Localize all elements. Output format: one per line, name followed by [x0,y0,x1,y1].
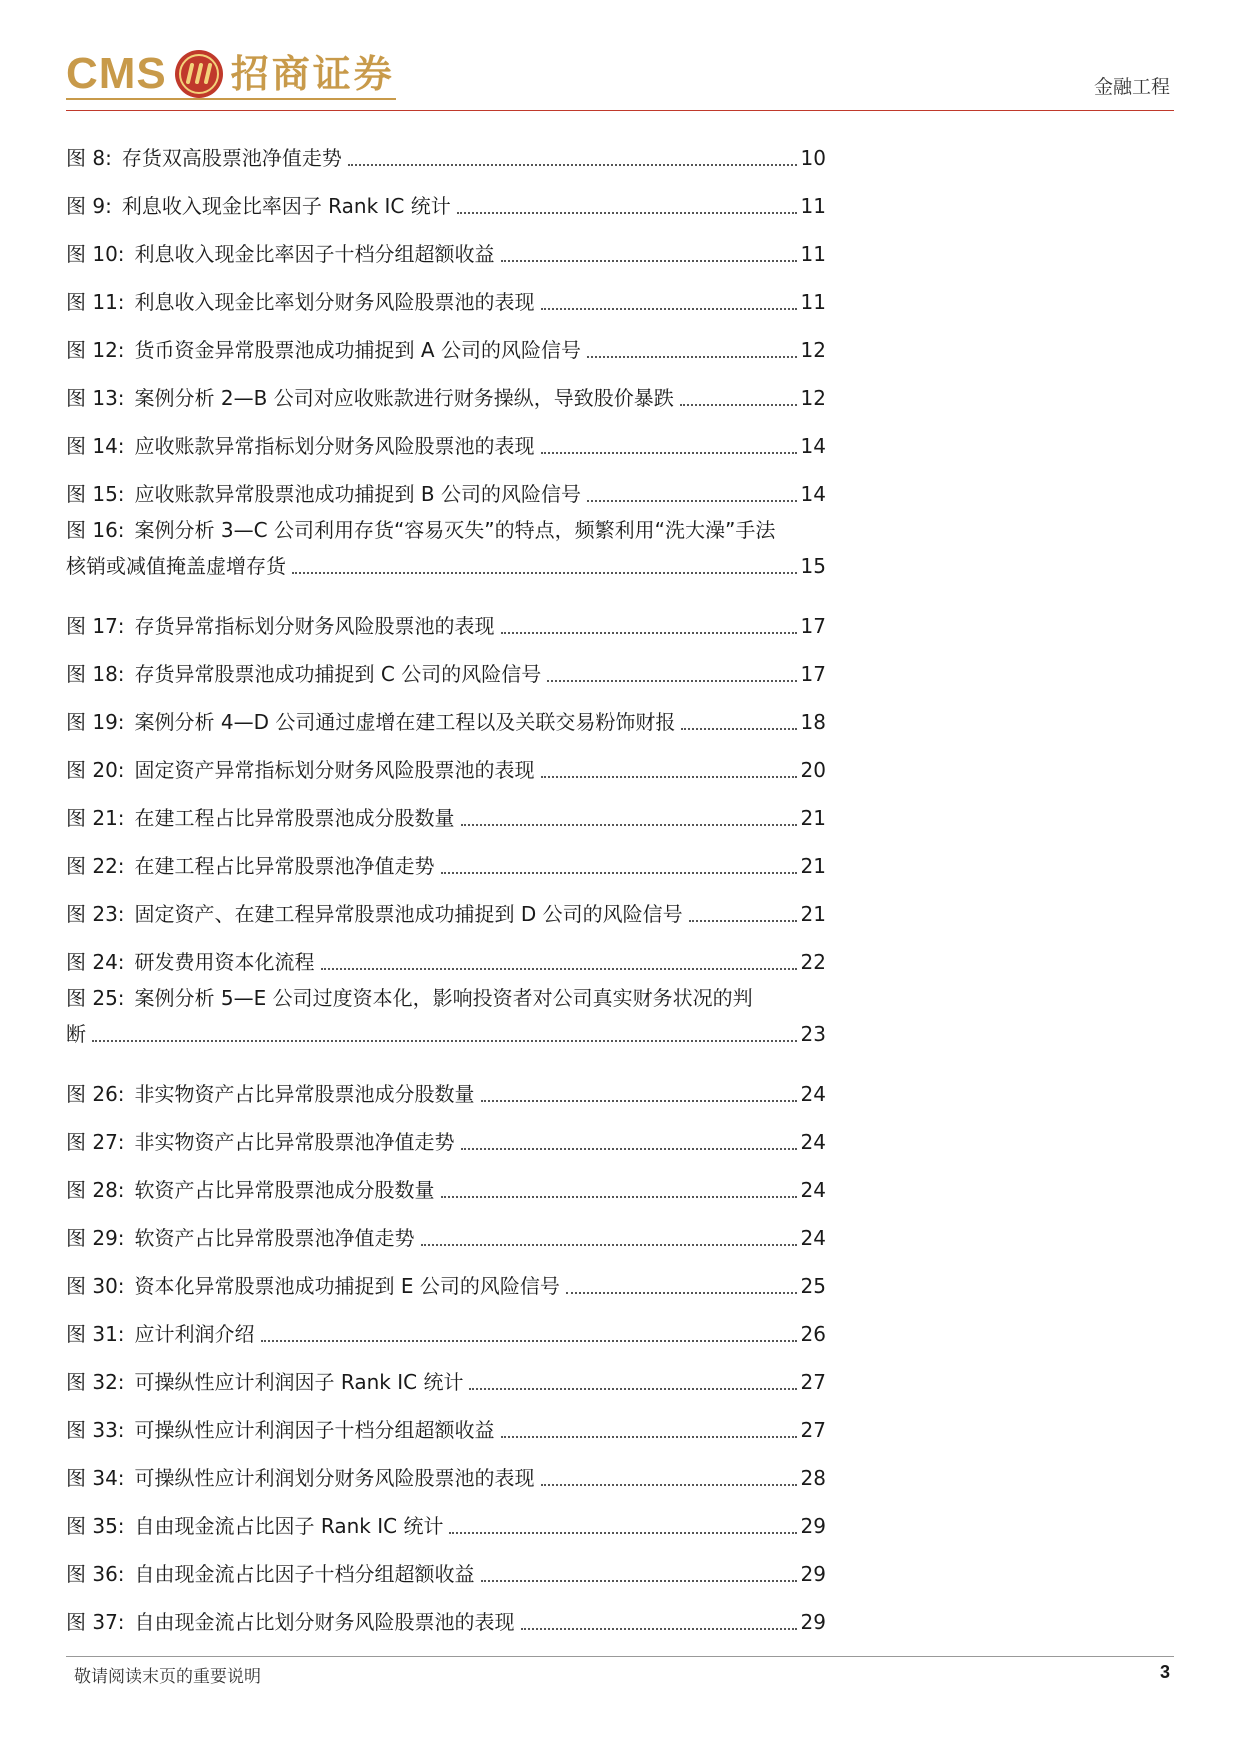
toc-dot-leader [92,1040,797,1042]
toc-page-number: 28 [800,1466,826,1490]
toc-dot-leader [461,824,797,826]
toc-figure-number: 图 10: [66,242,125,266]
toc-dot-leader [501,632,797,634]
toc-page-number: 21 [800,902,826,926]
toc-figure-number: 图 20: [66,758,125,782]
toc-figure-title: 应计利润介绍 [134,1322,255,1346]
toc-figure-number: 图 11: [66,290,125,314]
toc-figure-title: 案例分析 3—C 公司利用存货“容易灭失”的特点，频繁利用“洗大澡”手法 [134,518,776,542]
toc-entry[interactable] [66,1256,826,1304]
toc-page-number: 29 [800,1562,826,1586]
toc-dot-leader [449,1532,796,1534]
toc-entry[interactable] [66,1064,826,1112]
toc-figure-number: 图 26: [66,1082,125,1106]
toc-figure-title: 存货异常指标划分财务风险股票池的表现 [134,614,495,638]
toc-dot-leader [680,404,797,406]
toc-figure-title: 案例分析 5—E 公司过度资本化，影响投资者对公司真实财务状况的判 [134,986,753,1010]
toc-figure-number: 图 27: [66,1130,125,1154]
toc-entry[interactable] [66,1400,826,1448]
logo-chinese-name: 招商证券 [230,51,395,96]
toc-entry[interactable] [66,1544,826,1592]
toc-figure-title: 案例分析 4—D 公司通过虚增在建工程以及关联交易粉饰财报 [134,710,676,734]
toc-page-number: 24 [800,1226,826,1250]
toc-entry[interactable] [66,224,826,272]
logo-underline [66,98,396,100]
toc-figure-number: 图 36: [66,1562,125,1586]
toc-dot-leader [689,920,797,922]
logo-text: CMS [66,49,167,98]
toc-dot-leader [292,572,797,574]
toc-figure-number: 图 21: [66,806,125,830]
report-section-label: 金融工程 [1093,76,1170,98]
toc-figure-title: 利息收入现金比率划分财务风险股票池的表现 [134,290,535,314]
toc-entry[interactable] [66,128,826,176]
toc-figure-number: 图 25: [66,986,125,1010]
toc-figure-number: 图 9: [66,194,112,218]
toc-page-number: 27 [800,1418,826,1442]
page-number: 3 [1159,1662,1170,1682]
toc-dot-leader [457,212,797,214]
footer-notice: 敬请阅读末页的重要说明 [74,1667,261,1687]
toc-entry[interactable] [66,932,826,980]
toc-entry[interactable] [66,980,826,1052]
toc-page-number: 24 [800,1082,826,1106]
toc-dot-leader [541,776,797,778]
toc-page-number: 18 [800,710,826,734]
toc-figure-title: 资本化异常股票池成功捕捉到 E 公司的风险信号 [134,1274,560,1298]
toc-entry[interactable] [66,1352,826,1400]
toc-figure-number: 图 33: [66,1418,125,1442]
toc-figure-number: 图 32: [66,1370,125,1394]
toc-figure-title: 货币资金异常股票池成功捕捉到 A 公司的风险信号 [134,338,581,362]
toc-figure-number: 图 28: [66,1178,125,1202]
toc-dot-leader [461,1148,797,1150]
toc-entry[interactable] [66,1592,826,1640]
toc-figure-title: 自由现金流占比划分财务风险股票池的表现 [134,1610,515,1634]
toc-figure-title: 应收账款异常股票池成功捕捉到 B 公司的风险信号 [134,482,581,506]
toc-figure-number: 图 18: [66,662,125,686]
toc-figure-number: 图 30: [66,1274,125,1298]
toc-figure-title: 应收账款异常指标划分财务风险股票池的表现 [134,434,535,458]
toc-figure-title: 存货异常股票池成功捕捉到 C 公司的风险信号 [134,662,542,686]
toc-page-number: 23 [800,1022,826,1046]
toc-entry[interactable] [66,416,826,464]
toc-figure-number: 图 23: [66,902,125,926]
toc-entry[interactable] [66,692,826,740]
toc-page-number: 25 [800,1274,826,1298]
figure-table-of-contents [66,128,826,1640]
toc-page-number: 24 [800,1178,826,1202]
toc-page-number: 27 [800,1370,826,1394]
toc-figure-number: 图 37: [66,1610,125,1634]
toc-entry[interactable] [66,1304,826,1352]
toc-entry[interactable] [66,176,826,224]
toc-figure-title: 非实物资产占比异常股票池成分股数量 [134,1082,475,1106]
toc-figure-number: 图 15: [66,482,125,506]
toc-figure-number: 图 19: [66,710,125,734]
cms-emblem-icon [173,48,225,100]
toc-entry[interactable] [66,596,826,644]
toc-figure-number: 图 8: [66,146,112,170]
toc-dot-leader [421,1244,797,1246]
toc-figure-number: 图 16: [66,518,125,542]
toc-figure-title: 利息收入现金比率因子十档分组超额收益 [134,242,495,266]
toc-dot-leader [481,1100,797,1102]
toc-page-number: 11 [800,194,826,218]
toc-dot-leader [587,500,797,502]
toc-page-number: 14 [800,434,826,458]
toc-figure-title-continued: 核销或减值掩盖虚增存货 [66,554,286,578]
toc-dot-leader [566,1292,797,1294]
toc-figure-number: 图 24: [66,950,125,974]
cms-logo [66,46,395,102]
toc-entry[interactable] [66,1448,826,1496]
toc-figure-title: 案例分析 2—B 公司对应收账款进行财务操纵，导致股价暴跌 [134,386,674,410]
toc-figure-title: 利息收入现金比率因子 Rank IC 统计 [121,194,451,218]
toc-figure-title: 自由现金流占比因子 Rank IC 统计 [134,1514,444,1538]
toc-entry[interactable] [66,272,826,320]
toc-page-number: 21 [800,806,826,830]
page-header [0,0,1240,112]
toc-figure-title: 固定资产、在建工程异常股票池成功捕捉到 D 公司的风险信号 [134,902,683,926]
toc-entry[interactable] [66,368,826,416]
toc-dot-leader [501,260,797,262]
toc-page-number: 21 [800,854,826,878]
toc-dot-leader [541,452,797,454]
toc-figure-number: 图 14: [66,434,125,458]
toc-page-number: 17 [800,662,826,686]
toc-entry[interactable] [66,1208,826,1256]
toc-figure-title: 自由现金流占比因子十档分组超额收益 [134,1562,475,1586]
toc-page-number: 11 [800,242,826,266]
toc-entry[interactable] [66,644,826,692]
toc-dot-leader [521,1628,797,1630]
toc-figure-title: 研发费用资本化流程 [134,950,315,974]
toc-figure-title: 可操纵性应计利润因子 Rank IC 统计 [134,1370,464,1394]
toc-entry[interactable] [66,1496,826,1544]
toc-entry[interactable] [66,320,826,368]
toc-entry[interactable] [66,884,826,932]
toc-page-number: 17 [800,614,826,638]
toc-entry[interactable] [66,836,826,884]
toc-page-number: 29 [800,1610,826,1634]
toc-page-number: 29 [800,1514,826,1538]
toc-figure-number: 图 12: [66,338,125,362]
toc-dot-leader [348,164,797,166]
toc-page-number: 12 [800,338,826,362]
toc-page-number: 15 [800,554,826,578]
toc-dot-leader [501,1436,797,1438]
toc-dot-leader [541,308,797,310]
toc-page-number: 10 [800,146,826,170]
toc-entry[interactable] [66,788,826,836]
toc-dot-leader [541,1484,797,1486]
toc-figure-title: 在建工程占比异常股票池净值走势 [134,854,435,878]
footer-divider [66,1656,1174,1657]
toc-page-number: 26 [800,1322,826,1346]
toc-figure-title: 软资产占比异常股票池成分股数量 [134,1178,435,1202]
toc-dot-leader [587,356,797,358]
toc-figure-number: 图 22: [66,854,125,878]
toc-page-number: 22 [800,950,826,974]
toc-figure-number: 图 35: [66,1514,125,1538]
toc-entry[interactable] [66,464,826,512]
toc-figure-number: 图 31: [66,1322,125,1346]
toc-figure-title: 存货双高股票池净值走势 [121,146,342,170]
toc-entry[interactable] [66,740,826,788]
toc-dot-leader [681,728,796,730]
header-divider [66,110,1174,111]
toc-dot-leader [469,1388,796,1390]
toc-page-number: 14 [800,482,826,506]
toc-figure-title: 在建工程占比异常股票池成分股数量 [134,806,455,830]
toc-dot-leader [481,1580,797,1582]
toc-entry[interactable] [66,1160,826,1208]
toc-figure-title: 软资产占比异常股票池净值走势 [134,1226,415,1250]
toc-dot-leader [441,872,797,874]
toc-entry[interactable] [66,512,826,584]
toc-dot-leader [261,1340,797,1342]
toc-page-number: 11 [800,290,826,314]
toc-dot-leader [547,680,796,682]
toc-figure-title: 可操纵性应计利润划分财务风险股票池的表现 [134,1466,535,1490]
toc-figure-number: 图 13: [66,386,125,410]
toc-figure-number: 图 34: [66,1466,125,1490]
toc-entry[interactable] [66,1112,826,1160]
toc-figure-title-continued: 断 [66,1022,86,1046]
toc-page-number: 12 [800,386,826,410]
toc-figure-title: 固定资产异常指标划分财务风险股票池的表现 [134,758,535,782]
toc-figure-title: 非实物资产占比异常股票池净值走势 [134,1130,455,1154]
toc-dot-leader [441,1196,797,1198]
toc-page-number: 24 [800,1130,826,1154]
toc-figure-title: 可操纵性应计利润因子十档分组超额收益 [134,1418,495,1442]
toc-figure-number: 图 17: [66,614,125,638]
toc-dot-leader [321,968,797,970]
toc-figure-number: 图 29: [66,1226,125,1250]
toc-page-number: 20 [800,758,826,782]
